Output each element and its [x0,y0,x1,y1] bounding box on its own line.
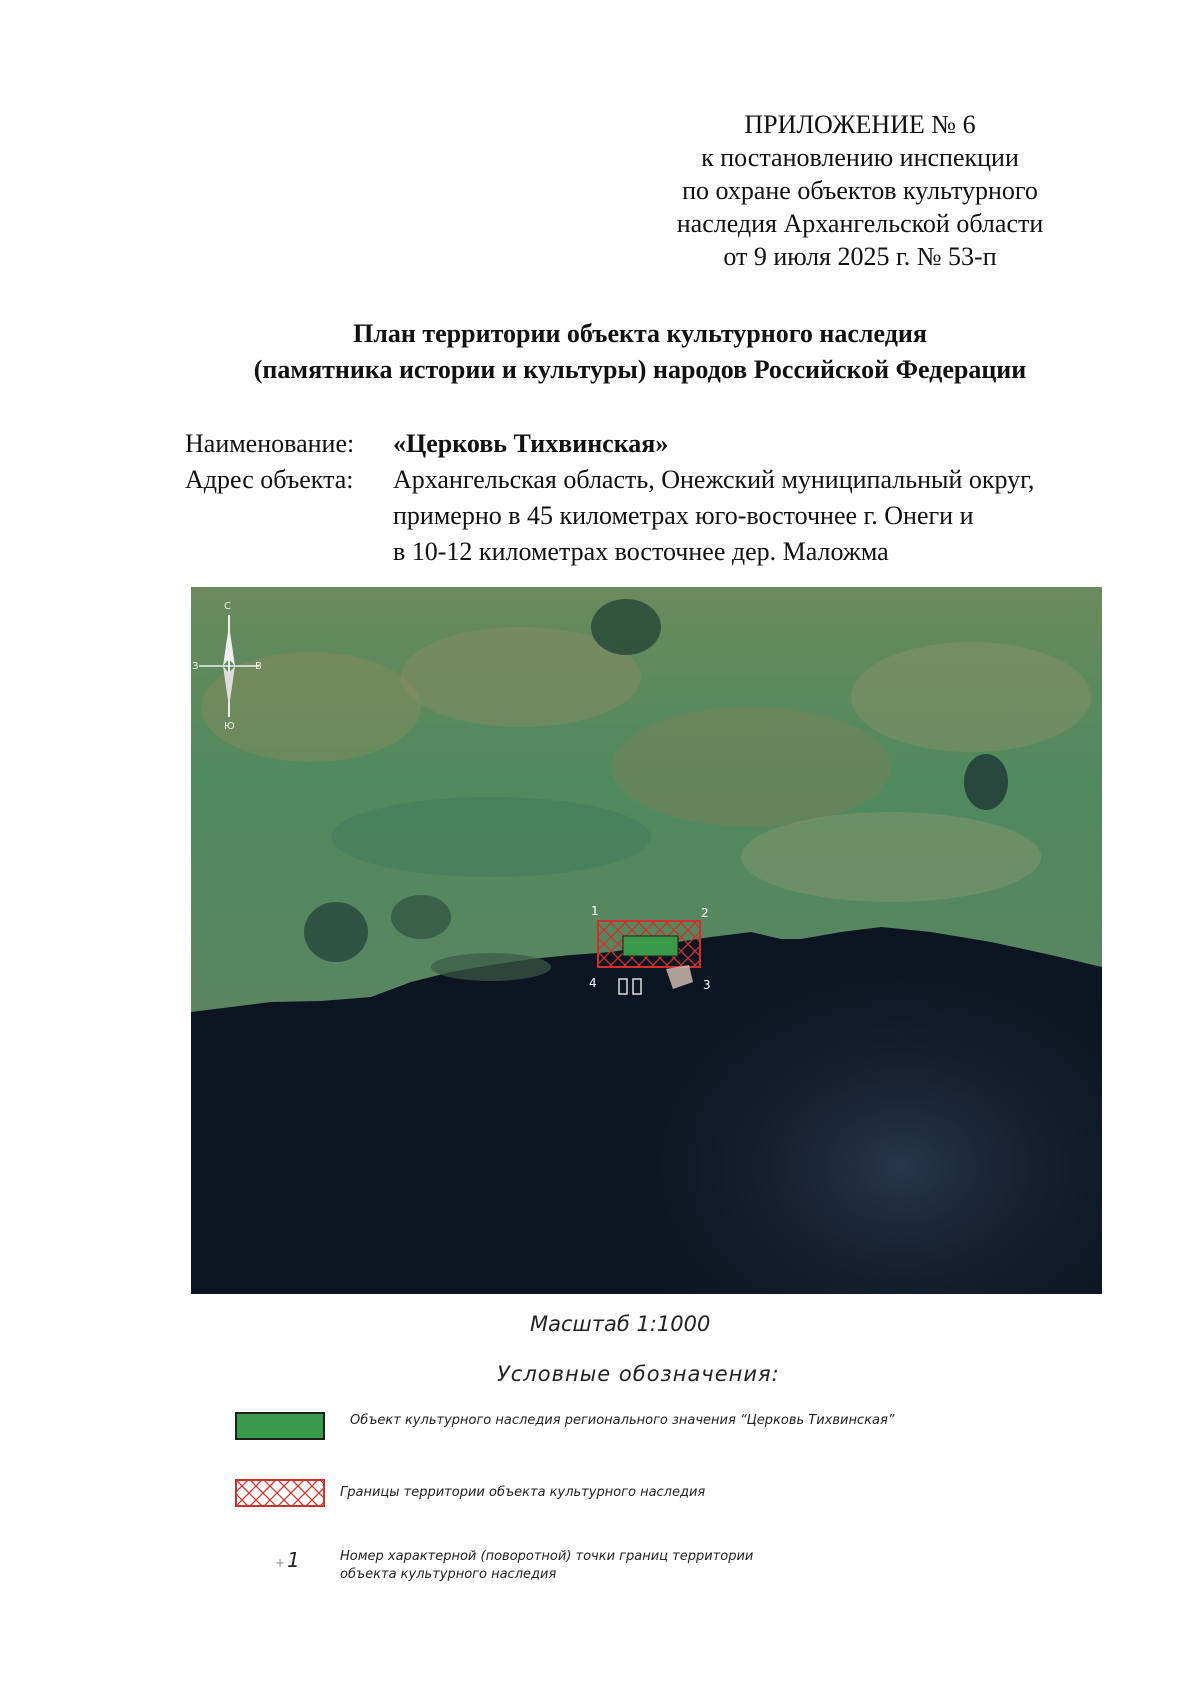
name-label: Наименование: [185,429,355,458]
boundary-point-4: 4 [589,976,597,990]
boundary-point-2: 2 [701,906,709,920]
plan-title-line: План территории объекта культурного наследия [353,319,927,348]
appendix-header [640,108,1080,273]
legend-object-text: Объект культурного наследия регионального значения “Церковь Тихвинская” [350,1413,895,1428]
point-marker-icon: + [275,1556,286,1570]
boundary-point-1: 1 [591,904,599,918]
legend-boundary-swatch [235,1479,325,1507]
satellite-map [191,587,1102,1294]
address-line: в 10-12 километрах восточнее дер. Маложма [393,537,889,566]
field-patch [741,812,1041,902]
compass-west: З [192,661,199,672]
appendix-line: наследия Архангельской области [676,209,1044,238]
tree-clump [304,902,368,962]
field-patch [851,642,1091,752]
appendix-line: по охране объектов культурного [682,176,1038,205]
tree-clump [964,754,1008,810]
compass-north: С [224,601,231,612]
name-value: «Церковь Тихвинская» [393,429,669,458]
legend-object-swatch [235,1412,325,1440]
field-patch [611,707,891,827]
address-label: Адрес объекта: [185,465,354,494]
plan-title-line: (памятника истории и культуры) народов Российской Федерации [253,355,1027,384]
address-line: Архангельская область, Онежский муниципальный округ, [393,465,1035,494]
boundary-point-3: 3 [703,978,711,992]
tree-clump [431,953,551,981]
appendix-line: от 9 июля 2025 г. № 53-п [723,242,997,271]
legend-point-number: 1 [287,1548,300,1572]
compass-south: Ю [224,721,235,732]
tree-clump [391,895,451,939]
field-patch [331,797,651,877]
address-line: примерно в 45 километрах юго-восточнее г. Онеги и [393,501,974,530]
compass-east: В [255,661,262,672]
appendix-line: ПРИЛОЖЕНИЕ № 6 [744,110,976,139]
plan-title [190,316,1090,388]
legend-title: Условные обозначения: [497,1362,780,1386]
legend-point-text: объекта культурного наследия [340,1567,557,1582]
appendix-line: к постановлению инспекции [701,143,1019,172]
legend-point-symbol [275,1548,300,1572]
legend-point-text: Номер характерной (поворотной) точки границ территории [340,1549,754,1564]
map-scale: Масштаб 1:1000 [530,1312,711,1336]
tree-clump [591,599,661,655]
map-svg [191,587,1102,1294]
legend-boundary-text: Границы территории объекта культурного наследия [340,1485,706,1500]
church-object [623,936,678,956]
